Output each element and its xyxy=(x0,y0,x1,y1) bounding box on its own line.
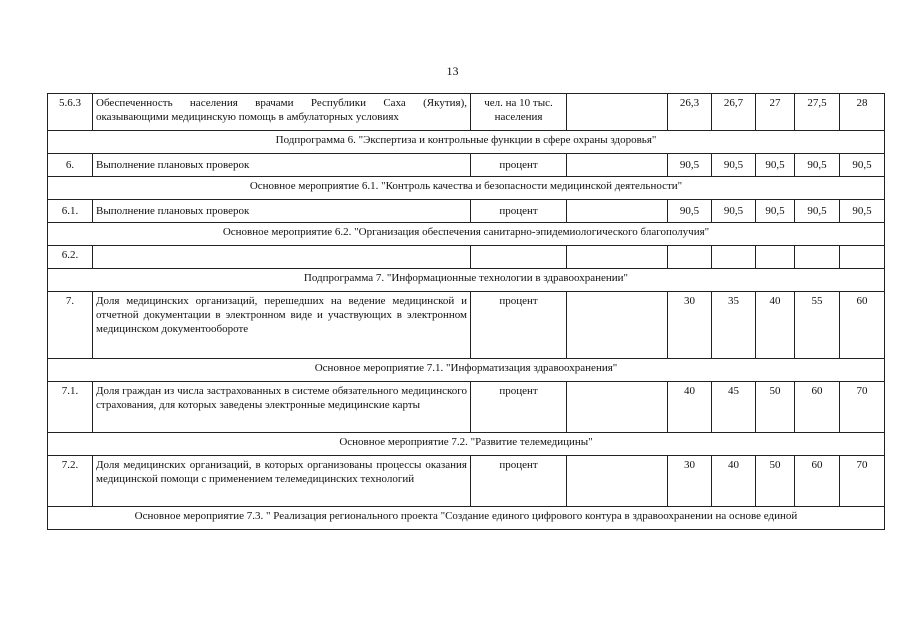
indicators-table xyxy=(47,93,885,530)
value-1: 40 xyxy=(668,382,712,433)
table-row xyxy=(48,456,885,507)
indicator-name: Обеспеченность населения врачами Республики Саха (Якутия), оказывающими медицинскую помощь в амбулаторных условиях xyxy=(93,94,471,131)
value-2: 40 xyxy=(712,456,756,507)
row-number: 6. xyxy=(48,154,93,177)
table-row xyxy=(48,94,885,131)
unit-of-measure: процент xyxy=(471,200,567,223)
value-3: 50 xyxy=(756,382,795,433)
page-number: 13 xyxy=(446,64,459,78)
section-row xyxy=(48,177,885,200)
indicator-name: Доля медицинских организаций, в которых организованы процессы оказания медицинской помощи с применением телемедицинских технологий xyxy=(93,456,471,507)
empty-cell xyxy=(567,292,668,359)
value-1 xyxy=(668,246,712,269)
indicator-name: Доля граждан из числа застрахованных в системе обязательного медицинского страхования, для которых заведены электронные медицинские карты xyxy=(93,382,471,433)
value-3: 90,5 xyxy=(756,154,795,177)
unit-of-measure: чел. на 10 тыс. населения xyxy=(471,94,567,131)
value-2: 45 xyxy=(712,382,756,433)
empty-cell xyxy=(567,456,668,507)
value-1: 30 xyxy=(668,456,712,507)
measure-7-1-heading: Основное мероприятие 7.1. "Информатизация здравоохранения" xyxy=(48,359,885,382)
value-3: 50 xyxy=(756,456,795,507)
subprogram-7-heading: Подпрограмма 7. "Информационные технологии в здравоохранении" xyxy=(48,269,885,292)
value-2: 35 xyxy=(712,292,756,359)
value-3: 27 xyxy=(756,94,795,131)
empty-cell xyxy=(567,154,668,177)
empty-cell xyxy=(567,94,668,131)
value-4: 90,5 xyxy=(795,154,840,177)
value-5: 90,5 xyxy=(840,200,885,223)
empty-cell xyxy=(567,382,668,433)
unit-of-measure xyxy=(471,246,567,269)
measure-7-3-heading: Основное мероприятие 7.3. " Реализация регионального проекта "Создание единого цифрового контура в здравоохранении на основе единой xyxy=(48,507,885,530)
indicator-name: Доля медицинских организаций, перешедших на ведение медицинской и отчетной документации в электронном виде и участвующих в электронном медицинском документообороте xyxy=(93,292,471,359)
unit-of-measure: процент xyxy=(471,382,567,433)
value-4: 90,5 xyxy=(795,200,840,223)
value-5: 60 xyxy=(840,292,885,359)
subprogram-6-heading: Подпрограмма 6. "Экспертиза и контрольные функции в сфере охраны здоровья" xyxy=(48,131,885,154)
value-4 xyxy=(795,246,840,269)
value-4: 60 xyxy=(795,382,840,433)
value-4: 60 xyxy=(795,456,840,507)
section-row xyxy=(48,223,885,246)
row-number: 6.1. xyxy=(48,200,93,223)
indicator-name xyxy=(93,246,471,269)
table-row xyxy=(48,292,885,359)
section-row xyxy=(48,131,885,154)
value-4: 27,5 xyxy=(795,94,840,131)
table-row xyxy=(48,246,885,269)
value-2: 26,7 xyxy=(712,94,756,131)
row-number: 7.1. xyxy=(48,382,93,433)
table-row xyxy=(48,154,885,177)
value-2: 90,5 xyxy=(712,200,756,223)
value-1: 30 xyxy=(668,292,712,359)
value-5: 70 xyxy=(840,456,885,507)
row-number: 7. xyxy=(48,292,93,359)
value-1: 90,5 xyxy=(668,154,712,177)
measure-6-2-heading: Основное мероприятие 6.2. "Организация обеспечения санитарно-эпидемиологического благополучия" xyxy=(48,223,885,246)
value-2 xyxy=(712,246,756,269)
value-5: 70 xyxy=(840,382,885,433)
row-number: 6.2. xyxy=(48,246,93,269)
unit-of-measure: процент xyxy=(471,292,567,359)
unit-of-measure: процент xyxy=(471,456,567,507)
value-5 xyxy=(840,246,885,269)
value-3: 40 xyxy=(756,292,795,359)
section-row xyxy=(48,359,885,382)
empty-cell xyxy=(567,246,668,269)
indicator-name: Выполнение плановых проверок xyxy=(93,200,471,223)
value-5: 28 xyxy=(840,94,885,131)
value-3: 90,5 xyxy=(756,200,795,223)
value-3 xyxy=(756,246,795,269)
empty-cell xyxy=(567,200,668,223)
value-2: 90,5 xyxy=(712,154,756,177)
section-row xyxy=(48,433,885,456)
value-5: 90,5 xyxy=(840,154,885,177)
indicator-name: Выполнение плановых проверок xyxy=(93,154,471,177)
table-row xyxy=(48,382,885,433)
measure-6-1-heading: Основное мероприятие 6.1. "Контроль качества и безопасности медицинской деятельности" xyxy=(48,177,885,200)
row-number: 5.6.3 xyxy=(48,94,93,131)
value-4: 55 xyxy=(795,292,840,359)
row-number: 7.2. xyxy=(48,456,93,507)
measure-7-2-heading: Основное мероприятие 7.2. "Развитие телемедицины" xyxy=(48,433,885,456)
value-1: 90,5 xyxy=(668,200,712,223)
section-row xyxy=(48,269,885,292)
unit-of-measure: процент xyxy=(471,154,567,177)
table-row xyxy=(48,200,885,223)
section-row xyxy=(48,507,885,530)
value-1: 26,3 xyxy=(668,94,712,131)
